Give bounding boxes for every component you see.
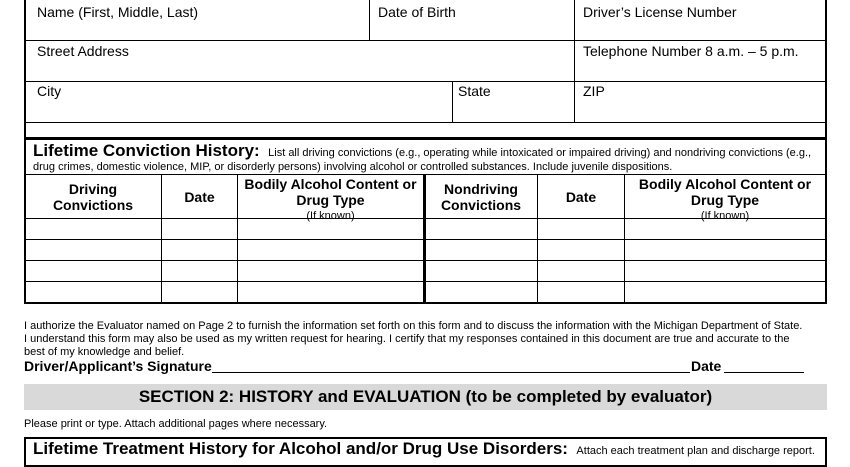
- license-field[interactable]: [580, 21, 820, 38]
- col-date-2: Date: [565, 189, 597, 205]
- col-bac-sub: (If known): [306, 210, 355, 222]
- col-bac-line1: Bodily Alcohol Content or: [244, 176, 417, 192]
- signature-label: Driver/Applicant’s Signature: [24, 358, 212, 374]
- row-divider-2: [24, 81, 827, 82]
- authorization-line-2: I understand this form may also be used as my written request for hearing. I certify that my responses contained in this document are true and accurate to the: [24, 333, 790, 345]
- conviction-instruction-2: drug crimes, domestic violence, MIP, or disorderly persons) involving alcohol or controlled substances. Include juvenile dispositions.: [33, 161, 673, 173]
- col-bac-line2: Drug Type: [296, 192, 365, 208]
- street-label: Street Address: [37, 43, 129, 59]
- license-label: Driver’s License Number: [583, 4, 737, 20]
- treatment-title: Lifetime Treatment History for Alcohol and/or Drug Use Disorders:: [33, 439, 568, 458]
- col-bac-2: [625, 176, 825, 224]
- authorization-line-3: best of my knowledge and belief.: [24, 346, 185, 358]
- state-label: State: [458, 83, 491, 99]
- conviction-title-line: [33, 141, 811, 161]
- phone-field[interactable]: [580, 61, 820, 78]
- name-field[interactable]: [34, 21, 364, 38]
- col-driving-convictions: Driving Convictions: [52, 181, 134, 213]
- signature-line[interactable]: [212, 372, 690, 373]
- zip-label: ZIP: [583, 83, 605, 99]
- phone-label: Telephone Number 8 a.m. – 5 p.m.: [583, 43, 799, 59]
- table-center-divider: [423, 174, 426, 302]
- authorization-line-1: I authorize the Evaluator named on Page 2 to furnish the information set forth on this form and to discuss the information with the Michigan Department of State.: [24, 320, 803, 332]
- row-divider-1: [24, 40, 827, 41]
- section2-instruction: Please print or type. Attach additional pages where necessary.: [24, 418, 328, 430]
- col-date: Date: [184, 189, 215, 205]
- date-label: Date: [691, 358, 722, 374]
- col-nondriving-convictions: Nondriving Convictions: [440, 181, 522, 213]
- treatment-note: Attach each treatment plan and discharge report.: [576, 445, 815, 457]
- section2-title: SECTION 2: HISTORY and EVALUATION (to be completed by evaluator): [138, 387, 713, 406]
- conviction-instruction-1: List all driving convictions (e.g., operating while intoxicated or impaired driving) and nondriving convictions (e.g.,: [268, 147, 812, 159]
- dob-label: Date of Birth: [378, 4, 456, 20]
- col-bac2-line2: Drug Type: [690, 192, 760, 208]
- row-divider-3: [24, 122, 827, 123]
- section2-banner: [24, 384, 827, 410]
- name-label: Name (First, Middle, Last): [37, 4, 199, 20]
- col-bac2-line1: Bodily Alcohol Content or: [638, 176, 812, 192]
- street-field[interactable]: [34, 61, 568, 78]
- date-line[interactable]: [724, 372, 804, 373]
- dob-field[interactable]: [376, 21, 568, 38]
- city-field[interactable]: [34, 101, 446, 118]
- col-bac2-sub: (If known): [700, 210, 750, 222]
- treatment-title-line: [33, 439, 815, 459]
- col-divider-state: [452, 81, 453, 122]
- city-label: City: [37, 83, 62, 99]
- signature-row: [24, 358, 814, 376]
- conviction-title: Lifetime Conviction History:: [33, 141, 260, 160]
- zip-field[interactable]: [580, 101, 820, 118]
- state-field[interactable]: [458, 101, 568, 118]
- col-divider-dob: [369, 0, 370, 41]
- col-divider-license: [574, 0, 575, 122]
- col-bac: [238, 176, 423, 224]
